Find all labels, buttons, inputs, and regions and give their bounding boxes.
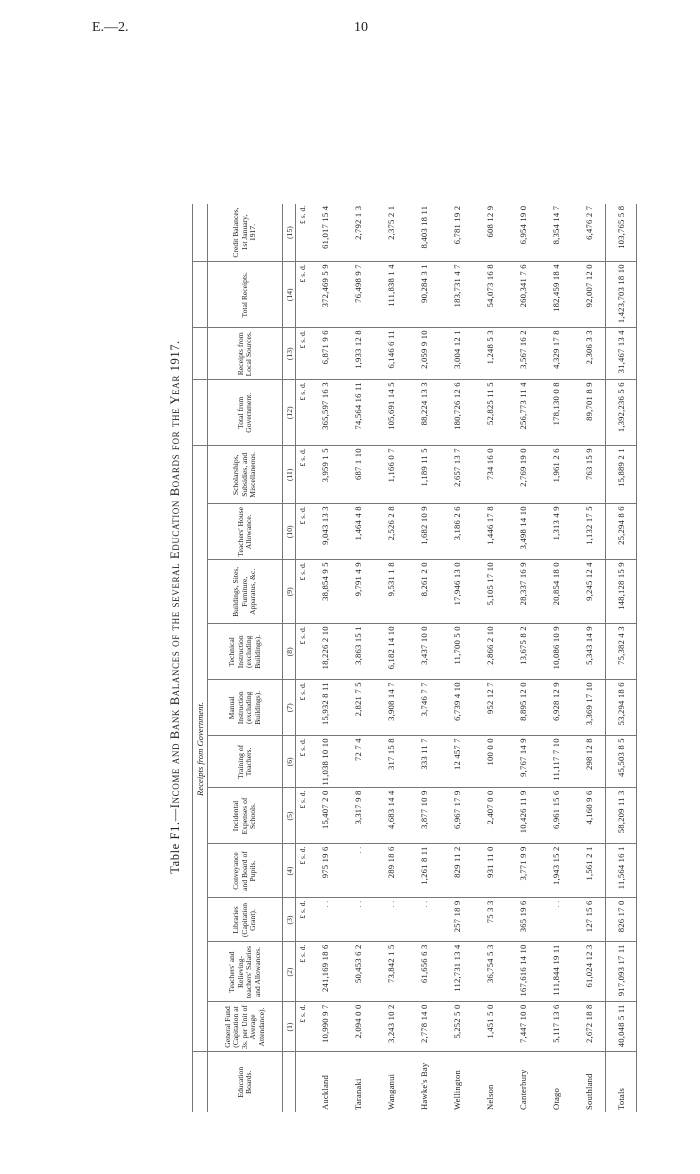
cell-c13: 2,306 3 3 [572, 328, 606, 380]
board-name: Auckland [319, 1074, 330, 1110]
column-unit-c3: £ s. d. [296, 898, 309, 942]
column-unit-c14: £ s. d. [296, 262, 309, 328]
cell-c14: 260,341 7 6 [506, 262, 539, 328]
cell-c15: 6,954 19 0 [506, 204, 539, 262]
cell-c11: 1,166 0 7 [374, 446, 407, 504]
cell-c6: 11,117 7 10 [539, 736, 572, 788]
column-number-c10: (10) [283, 504, 296, 560]
cell-c7: 3,369 17 10 [572, 680, 606, 736]
column-header-c2: Teachers' and Relieving-teachers' Salaries and Allowances. [208, 942, 283, 1002]
header-group-spacer [193, 262, 208, 328]
cell-c5: 6,967 17 9 [440, 788, 473, 844]
cell-c3: 257 18 9 [440, 898, 473, 942]
cell-c3: 826 17 0 [606, 898, 637, 942]
cell-c2: 241,169 18 6 [308, 942, 341, 1002]
cell-c10: 1,132 17 5 [572, 504, 606, 560]
cell-c13: 3,567 16 2 [506, 328, 539, 380]
cell-c2: 111,844 19 11 [539, 942, 572, 1002]
column-number-c6: (6) [283, 736, 296, 788]
cell-c14: 111,838 1 4 [374, 262, 407, 328]
cell-c10: 3,498 14 10 [506, 504, 539, 560]
column-unit-c2: £ s. d. [296, 942, 309, 1002]
cell-c7: 6,739 4 10 [440, 680, 473, 736]
column-number-board [283, 1052, 296, 1112]
document-reference: E.—2. [92, 20, 129, 35]
column-unit-c11: £ s. d. [296, 446, 309, 504]
header-group-spacer [193, 204, 208, 262]
cell-c11: 3,959 1 5 [308, 446, 341, 504]
board-name: Wellington [451, 1070, 462, 1110]
cell-c12: 52,825 11 5 [473, 380, 506, 446]
cell-c8: 2,866 2 10 [473, 624, 506, 680]
cell-c4: 289 18 6 [374, 844, 407, 898]
table-row [473, 204, 506, 1112]
cell-c9: 20,854 18 0 [539, 560, 572, 624]
column-unit-c5: £ s. d. [296, 788, 309, 844]
cell-c10: 3,186 2 6 [440, 504, 473, 560]
table-title-text: Income and Bank Balances of the several Education Boards for the Year 1917. [168, 340, 182, 809]
cell-c6: 11,038 10 10 [308, 736, 341, 788]
cell-c12: 89,701 8 9 [572, 380, 606, 446]
cell-c12: 365,597 16 3 [308, 380, 341, 446]
cell-c9: 8,261 2 0 [407, 560, 440, 624]
column-number-c15: (15) [283, 204, 296, 262]
cell-c10: 1,464 4 8 [341, 504, 374, 560]
cell-c7: 15,932 8 11 [308, 680, 341, 736]
cell-c12: 178,130 0 8 [539, 380, 572, 446]
cell-c1: 5,252 5 0 [440, 1002, 473, 1052]
column-unit-c7: £ s. d. [296, 680, 309, 736]
cell-c8: 18,226 2 10 [308, 624, 341, 680]
cell-c13: 4,329 17 8 [539, 328, 572, 380]
board-name: Wanganui [385, 1073, 396, 1110]
cell-c14: 92,007 12 0 [572, 262, 606, 328]
cell-c7: 3,746 7 7 [407, 680, 440, 736]
table-row [506, 204, 539, 1112]
cell-c3: 365 19 6 [506, 898, 539, 942]
cell-c15: 6,476 2 7 [572, 204, 606, 262]
cell-c11: 1,961 2 6 [539, 446, 572, 504]
column-header-board: Education Boards. [208, 1052, 283, 1112]
table-title-prefix: Table F1.— [168, 808, 182, 874]
cell-c7: 2,821 7 5 [341, 680, 374, 736]
cell-c9: 5,105 17 10 [473, 560, 506, 624]
rotated-table-block [168, 102, 626, 1112]
column-number-c14: (14) [283, 262, 296, 328]
cell-c3: . . [539, 898, 572, 942]
table-title [168, 102, 183, 1112]
cell-c8: 75,382 4 3 [606, 624, 637, 680]
column-unit-c15: £ s. d. [296, 204, 309, 262]
table-row [440, 204, 473, 1112]
cell-c8: 5,343 14 9 [572, 624, 606, 680]
board-name: Taranaki [352, 1078, 363, 1110]
board-name: Totals [606, 1052, 637, 1112]
cell-c5: 3,317 9 8 [341, 788, 374, 844]
cell-c15: 6,781 19 2 [440, 204, 473, 262]
cell-c13: 31,467 13 4 [606, 328, 637, 380]
table-row [407, 204, 440, 1112]
column-header-c14: Total Receipts. [208, 262, 283, 328]
column-unit-c1: £ s. d. [296, 1002, 309, 1052]
cell-c8: 13,675 8 2 [506, 624, 539, 680]
column-unit-board [296, 1052, 309, 1112]
cell-c7: 6,928 12 9 [539, 680, 572, 736]
cell-c8: 3,863 15 1 [341, 624, 374, 680]
column-number-c13: (13) [283, 328, 296, 380]
cell-c10: 1,313 4 9 [539, 504, 572, 560]
cell-c15: 61,017 15 4 [308, 204, 341, 262]
column-unit-c8: £ s. d. [296, 624, 309, 680]
cell-c13: 6,146 6 11 [374, 328, 407, 380]
page-header [0, 14, 700, 44]
table-body [308, 204, 637, 1112]
cell-c11: 15,889 2 1 [606, 446, 637, 504]
column-unit-c6: £ s. d. [296, 736, 309, 788]
column-unit-c10: £ s. d. [296, 504, 309, 560]
cell-c7: 952 12 7 [473, 680, 506, 736]
cell-c4: 3,771 9 9 [506, 844, 539, 898]
board-name: Canterbury [517, 1069, 528, 1110]
cell-c11: 1,189 11 5 [407, 446, 440, 504]
cell-c9: 28,337 16 9 [506, 560, 539, 624]
cell-c14: 76,498 9 7 [341, 262, 374, 328]
cell-c1: 5,117 13 6 [539, 1002, 572, 1052]
column-number-c12: (12) [283, 380, 296, 446]
cell-c10: 25,294 8 6 [606, 504, 637, 560]
cell-c10: 1,682 10 9 [407, 504, 440, 560]
cell-c4: . . [341, 844, 374, 898]
cell-c2: 917,093 17 11 [606, 942, 637, 1002]
column-number-c3: (3) [283, 898, 296, 942]
cell-c12: 88,224 13 3 [407, 380, 440, 446]
cell-c1: 1,451 5 0 [473, 1002, 506, 1052]
cell-c15: 103,765 5 8 [606, 204, 637, 262]
cell-c2: 112,731 13 4 [440, 942, 473, 1002]
cell-c3: . . [407, 898, 440, 942]
column-header-c11: Scholarships, Subsidies, and Miscellaneous. [208, 446, 283, 504]
cell-c5: 58,209 11 3 [606, 788, 637, 844]
cell-c7: 8,895 12 0 [506, 680, 539, 736]
cell-c1: 2,778 14 0 [407, 1002, 440, 1052]
column-header-c10: Teachers' House Allowance. [208, 504, 283, 560]
unit-row [296, 204, 309, 1112]
cell-c4: 1,261 8 11 [407, 844, 440, 898]
cell-c9: 9,531 1 8 [374, 560, 407, 624]
cell-c5: 6,961 15 6 [539, 788, 572, 844]
cell-c12: 256,773 11 4 [506, 380, 539, 446]
cell-c3: . . [374, 898, 407, 942]
cell-c1: 10,990 9 7 [308, 1002, 341, 1052]
column-unit-c12: £ s. d. [296, 380, 309, 446]
cell-c5: 4,683 14 4 [374, 788, 407, 844]
cell-c14: 183,731 4 7 [440, 262, 473, 328]
cell-c14: 372,469 5 9 [308, 262, 341, 328]
cell-c6: 9,767 14 9 [506, 736, 539, 788]
cell-c13: 6,871 9 6 [308, 328, 341, 380]
board-name: Hawke's Bay [418, 1062, 429, 1110]
cell-c11: 2,769 19 0 [506, 446, 539, 504]
cell-c15: 8,403 18 11 [407, 204, 440, 262]
cell-c3: . . [341, 898, 374, 942]
column-header-row [208, 204, 283, 1112]
income-table [192, 204, 637, 1112]
cell-c11: 2,657 13 7 [440, 446, 473, 504]
cell-c2: 36,754 5 3 [473, 942, 506, 1002]
cell-c6: 12 457 7 [440, 736, 473, 788]
column-number-c5: (5) [283, 788, 296, 844]
cell-c14: 54,073 16 8 [473, 262, 506, 328]
cell-c14: 1,423,703 18 10 [606, 262, 637, 328]
cell-c10: 1,446 17 8 [473, 504, 506, 560]
cell-c15: 8,354 14 7 [539, 204, 572, 262]
column-number-c1: (1) [283, 1002, 296, 1052]
column-unit-c13: £ s. d. [296, 328, 309, 380]
cell-c12: 74,564 16 11 [341, 380, 374, 446]
cell-c1: 3,243 10 2 [374, 1002, 407, 1052]
table-row [572, 204, 606, 1112]
column-header-c5: Incidental Expenses of Schools. [208, 788, 283, 844]
column-header-c6: Training of Teachers. [208, 736, 283, 788]
cell-c2: 73,842 1 5 [374, 942, 407, 1002]
column-header-c13: Receipts from Local Sources. [208, 328, 283, 380]
board-name: Southland [583, 1073, 594, 1110]
column-header-c3: Libraries (Capitation Grant). [208, 898, 283, 942]
cell-c11: 687 1 10 [341, 446, 374, 504]
column-number-c2: (2) [283, 942, 296, 1002]
cell-c3: 127 15 6 [572, 898, 606, 942]
cell-c8: 6,182 14 10 [374, 624, 407, 680]
column-number-c7: (7) [283, 680, 296, 736]
cell-c10: 2,526 2 8 [374, 504, 407, 560]
column-header-c9: Buildings, Sites, Furniture, Apparatus, &c. [208, 560, 283, 624]
cell-c4: 11,564 16 1 [606, 844, 637, 898]
cell-c4: 1,561 2 1 [572, 844, 606, 898]
cell-c8: 11,700 5 0 [440, 624, 473, 680]
cell-c12: 180,726 12 6 [440, 380, 473, 446]
cell-c6: 72 7 4 [341, 736, 374, 788]
cell-c12: 105,691 14 5 [374, 380, 407, 446]
column-header-c15: Credit Balances, 1st January, 1917. [208, 204, 283, 262]
cell-c13: 1,933 12 8 [341, 328, 374, 380]
cell-c1: 2,094 0 0 [341, 1002, 374, 1052]
cell-c1: 2,672 18 8 [572, 1002, 606, 1052]
cell-c3: . . [308, 898, 341, 942]
column-number-c9: (9) [283, 560, 296, 624]
cell-c15: 2,792 1 3 [341, 204, 374, 262]
table-row [539, 204, 572, 1112]
cell-c15: 608 12 9 [473, 204, 506, 262]
column-number-c4: (4) [283, 844, 296, 898]
column-number-row [283, 204, 296, 1112]
cell-c14: 90,284 3 1 [407, 262, 440, 328]
column-header-c12: Total from Government. [208, 380, 283, 446]
table-row [341, 204, 374, 1112]
column-header-c8: Technical Instruction (excluding Buildings). [208, 624, 283, 680]
cell-c9: 38,854 9 5 [308, 560, 341, 624]
cell-c10: 9,043 13 3 [308, 504, 341, 560]
table-row [374, 204, 407, 1112]
cell-c13: 2,059 9 10 [407, 328, 440, 380]
column-number-c8: (8) [283, 624, 296, 680]
cell-c1: 7,447 10 0 [506, 1002, 539, 1052]
cell-c1: 40,048 5 11 [606, 1002, 637, 1052]
cell-c5: 2,407 0 0 [473, 788, 506, 844]
cell-c2: 61,024 12 3 [572, 942, 606, 1002]
table-row [308, 204, 341, 1112]
cell-c4: 829 11 2 [440, 844, 473, 898]
board-name: Nelson [484, 1084, 495, 1110]
cell-c4: 1,943 15 2 [539, 844, 572, 898]
column-header-c1: General Fund (Capitation at 3s. per Unit of Average Attendance). [208, 1002, 283, 1052]
cell-c4: 931 11 0 [473, 844, 506, 898]
header-group-spacer [193, 328, 208, 380]
board-name: Otago [550, 1087, 561, 1110]
cell-c5: 15,407 2 0 [308, 788, 341, 844]
cell-c13: 3,004 12 1 [440, 328, 473, 380]
header-group-spacer [193, 380, 208, 446]
cell-c5: 3,877 10 9 [407, 788, 440, 844]
cell-c2: 61,656 6 3 [407, 942, 440, 1002]
header-group-government: Receipts from Government. [193, 446, 208, 1052]
column-header-c4: Conveyance and Board of Pupils. [208, 844, 283, 898]
cell-c8: 10,086 10 9 [539, 624, 572, 680]
totals-row [606, 204, 637, 1112]
cell-c7: 53,294 18 6 [606, 680, 637, 736]
cell-c9: 148,128 15 9 [606, 560, 637, 624]
page-number: 10 [354, 20, 368, 35]
cell-c9: 17,946 13 0 [440, 560, 473, 624]
cell-c2: 50,453 6 2 [341, 942, 374, 1002]
cell-c6: 45,503 8 5 [606, 736, 637, 788]
column-header-c7: Manual Instruction (excluding Buildings). [208, 680, 283, 736]
cell-c2: 167,616 14 10 [506, 942, 539, 1002]
cell-c11: 734 16 0 [473, 446, 506, 504]
cell-c14: 182,459 18 4 [539, 262, 572, 328]
header-group-row [193, 204, 208, 1112]
cell-c6: 100 0 0 [473, 736, 506, 788]
column-unit-c9: £ s. d. [296, 560, 309, 624]
column-unit-c4: £ s. d. [296, 844, 309, 898]
cell-c15: 2,375 2 1 [374, 204, 407, 262]
cell-c9: 9,791 4 9 [341, 560, 374, 624]
header-group-spacer [193, 1052, 208, 1112]
cell-c7: 3,908 14 7 [374, 680, 407, 736]
cell-c6: 298 12 8 [572, 736, 606, 788]
cell-c4: 975 19 6 [308, 844, 341, 898]
cell-c8: 3,437 10 0 [407, 624, 440, 680]
cell-c6: 317 15 8 [374, 736, 407, 788]
cell-c9: 9,245 12 4 [572, 560, 606, 624]
cell-c3: 75 3 3 [473, 898, 506, 942]
cell-c5: 4,160 9 6 [572, 788, 606, 844]
column-number-c11: (11) [283, 446, 296, 504]
cell-c11: 763 15 9 [572, 446, 606, 504]
cell-c6: 333 11 7 [407, 736, 440, 788]
cell-c12: 1,392,236 5 6 [606, 380, 637, 446]
cell-c13: 1,248 5 3 [473, 328, 506, 380]
cell-c5: 10,426 11 9 [506, 788, 539, 844]
